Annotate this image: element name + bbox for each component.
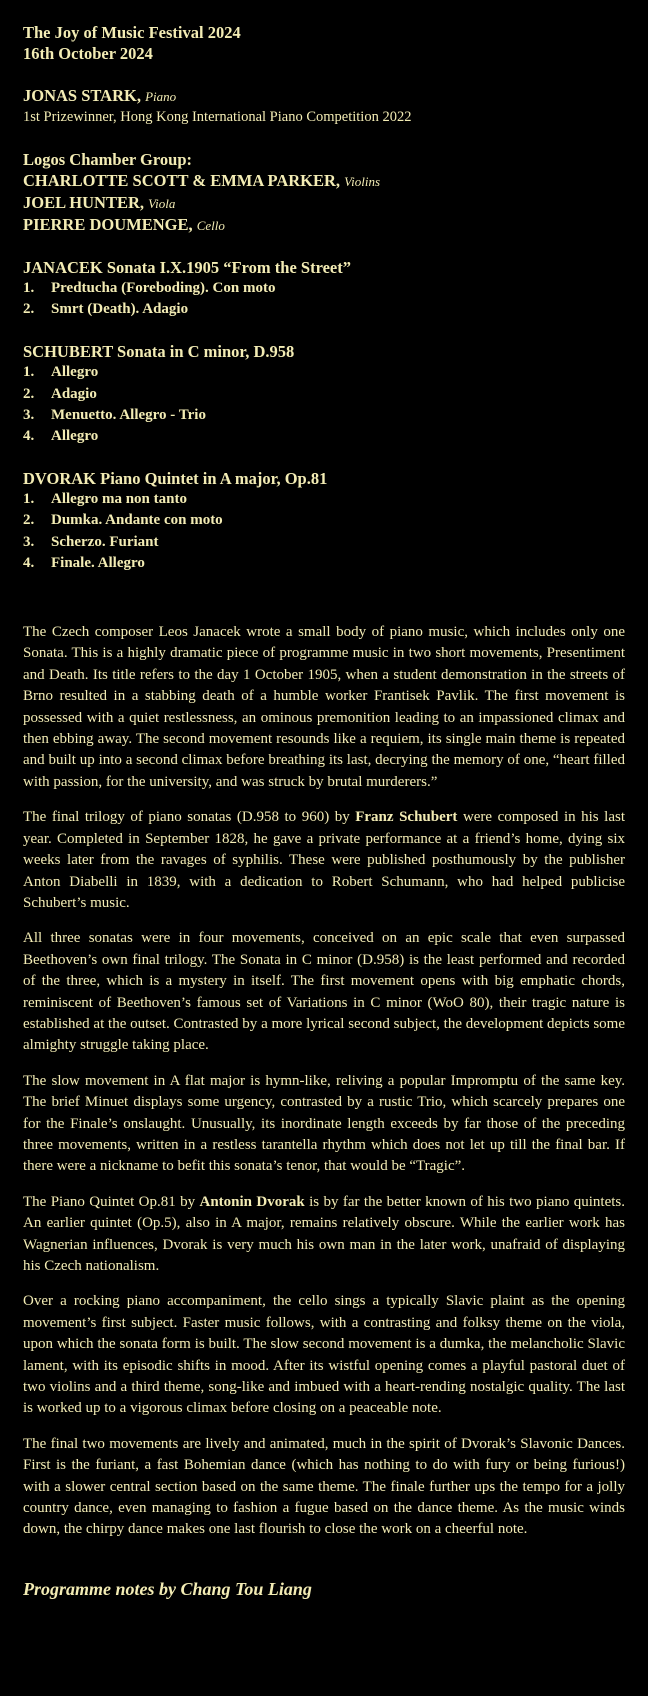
movement-item: 2. Dumka. Andante con moto [23, 512, 223, 529]
notes-paragraph-dvorak-first-movements: Over a rocking piano accompaniment, the cello sings a typically Slavic plaint as the opening movement’s first subject. Faster music follows, with a contrasting and folksy theme on the viola, upon which the sonata form is built. The slow second movement is a dumka, the melancholic Slavic lament, with its episodic shifts in mood. After its wistful opening comes a playful pastoral duet of two violins and a third theme, song-like and imbued with a heart-rending nostalgic quality. The last is worked up to a vigorous climax before closing on a peaceable note. [23, 1293, 625, 1417]
soloist-name: JONAS STARK, [23, 86, 141, 105]
notes-paragraph-janacek: The Czech composer Leos Janacek wrote a small body of piano music, which includes only one Sonata. This is a highly dramatic piece of programme music in two short movements, Presentiment and Death. Its title refers to the day 1 October 1905, when a student demonstration in the streets of Brno resulted in a stabbing death of a humble worker Frantisek Pavlik. The first movement is possessed with a quiet restlessness, an ominous premonition leading to an impassioned climax and then ebbing away. The second movement resounds like a requiem, its single main theme is repeated and built up into a second climax before breathing its last, decrying the memory of one, “heart filled with passion, for the university, and was struck by brutal murderers.” [23, 624, 625, 790]
movement-item: 3. Menuetto. Allegro - Trio [23, 406, 206, 423]
notes-paragraph-schubert-first-movement: All three sonatas were in four movements, conceived on an epic scale that even surpassed Beethoven’s own final trilogy. The Sonata in C minor (D.958) is the least performed and recorded of the three, which is a mystery in itself. The first movement opens with big emphatic chords, reminiscent of Beethoven’s famous set of Variations in C minor (WoO 80), their tragic nature is established at the outset. Contrasted by a more lyrical second subject, the development depicts some almighty struggle taking place. [23, 930, 625, 1054]
soloist-instrument: Piano [145, 89, 177, 104]
member-instrument: Violins [344, 174, 381, 189]
notes-paragraph-schubert-later-movements: The slow movement in A flat major is hymn-like, reliving a popular Impromptu of the same key. The brief Minuet displays some urgency, contrasted by a rustic Trio, which scarcely prepares one for the Finale’s onslaught. Unusually, its inordinate length exceeds by far those of the preceding three movements, written in a restless tarantella rhythm which does not let up till the final bar. If there were a nickname to befit this sonata’s tenor, that would be “Tragic”. [23, 1072, 625, 1175]
soloist-credential: 1st Prizewinner, Hong Kong International Piano Competition 2022 [23, 109, 412, 125]
soloist-block [23, 85, 625, 128]
notes-paragraph-dvorak-intro: The Piano Quintet Op.81 by Antonin Dvorak is by far the better known of his two piano quintets. An earlier quintet (Op.5), also in A major, remains relatively obscure. While the earlier work has Wagnerian influences, Dvorak is very much his own man in the later work, unafraid of displaying his Czech nationalism. [23, 1193, 625, 1274]
member-name: CHARLOTTE SCOTT & EMMA PARKER, [23, 171, 341, 190]
programme-notes [23, 622, 625, 1541]
notes-paragraph-dvorak-final-movements: The final two movements are lively and animated, much in the spirit of Dvorak’s Slavonic Dances. First is the furiant, a fast Bohemian dance (which has nothing to do with fury or being furious!) with a slower central section based on the same theme. The finale further ups the tempo for a jolly country dance, even managing to fashion a fugue based on the dance theme. As the music winds down, the chirpy dance makes one last flourish to close the work on a cheerful note. [23, 1435, 625, 1538]
member-name: PIERRE DOUMENGE, [23, 215, 193, 234]
ensemble-name: Logos Chamber Group: [23, 150, 192, 169]
ensemble-member [23, 192, 625, 214]
programme-work-dvorak [23, 468, 625, 574]
movement-item: 4. Finale. Allegro [23, 554, 145, 571]
movement-item: 1. Predtucha (Foreboding). Con moto [23, 280, 276, 296]
composer-name-schubert: Franz Schubert [355, 809, 458, 826]
programme-work-janacek [23, 257, 625, 320]
soloist-line [23, 85, 625, 107]
movement-item: 2. Smrt (Death). Adagio [23, 301, 189, 318]
notes-paragraph-schubert-intro: The final trilogy of piano sonatas (D.958 to 960) by Franz Schubert were composed in his last year. Completed in September 1828, he gave a private performance at a friend’s home, dying six weeks later from the ravages of syphilis. These were published posthumously by the publisher Anton Diabelli in 1839, with a dedication to Robert Schumann, who had helped publicise Schubert’s music. [23, 809, 625, 911]
work-title: JANACEK Sonata I.X.1905 “From the Street” [23, 258, 351, 277]
ensemble-block [23, 149, 625, 236]
ensemble-member [23, 170, 625, 192]
member-instrument: Cello [196, 218, 225, 233]
programme-work-schubert [23, 341, 625, 447]
member-name: JOEL HUNTER, [23, 193, 145, 212]
movement-item: 1. Allegro [23, 364, 99, 381]
member-instrument: Viola [148, 196, 176, 211]
movement-item: 4. Allegro [23, 428, 99, 445]
composer-name-dvorak: Antonin Dvorak [199, 1193, 305, 1210]
festival-header [23, 22, 625, 64]
movement-item: 3. Scherzo. Furiant [23, 533, 159, 550]
work-title: SCHUBERT Sonata in C minor, D.958 [23, 342, 295, 362]
movement-item: 2. Adagio [23, 385, 97, 402]
festival-title: The Joy of Music Festival 2024 [23, 23, 241, 42]
movement-item: 1. Allegro ma non tanto [23, 491, 187, 508]
ensemble-member [23, 214, 625, 236]
concert-date: 16th October 2024 [23, 44, 153, 63]
work-title: DVORAK Piano Quintet in A major, Op.81 [23, 469, 328, 489]
notes-credit: Programme notes by Chang Tou Liang [23, 1578, 312, 1599]
